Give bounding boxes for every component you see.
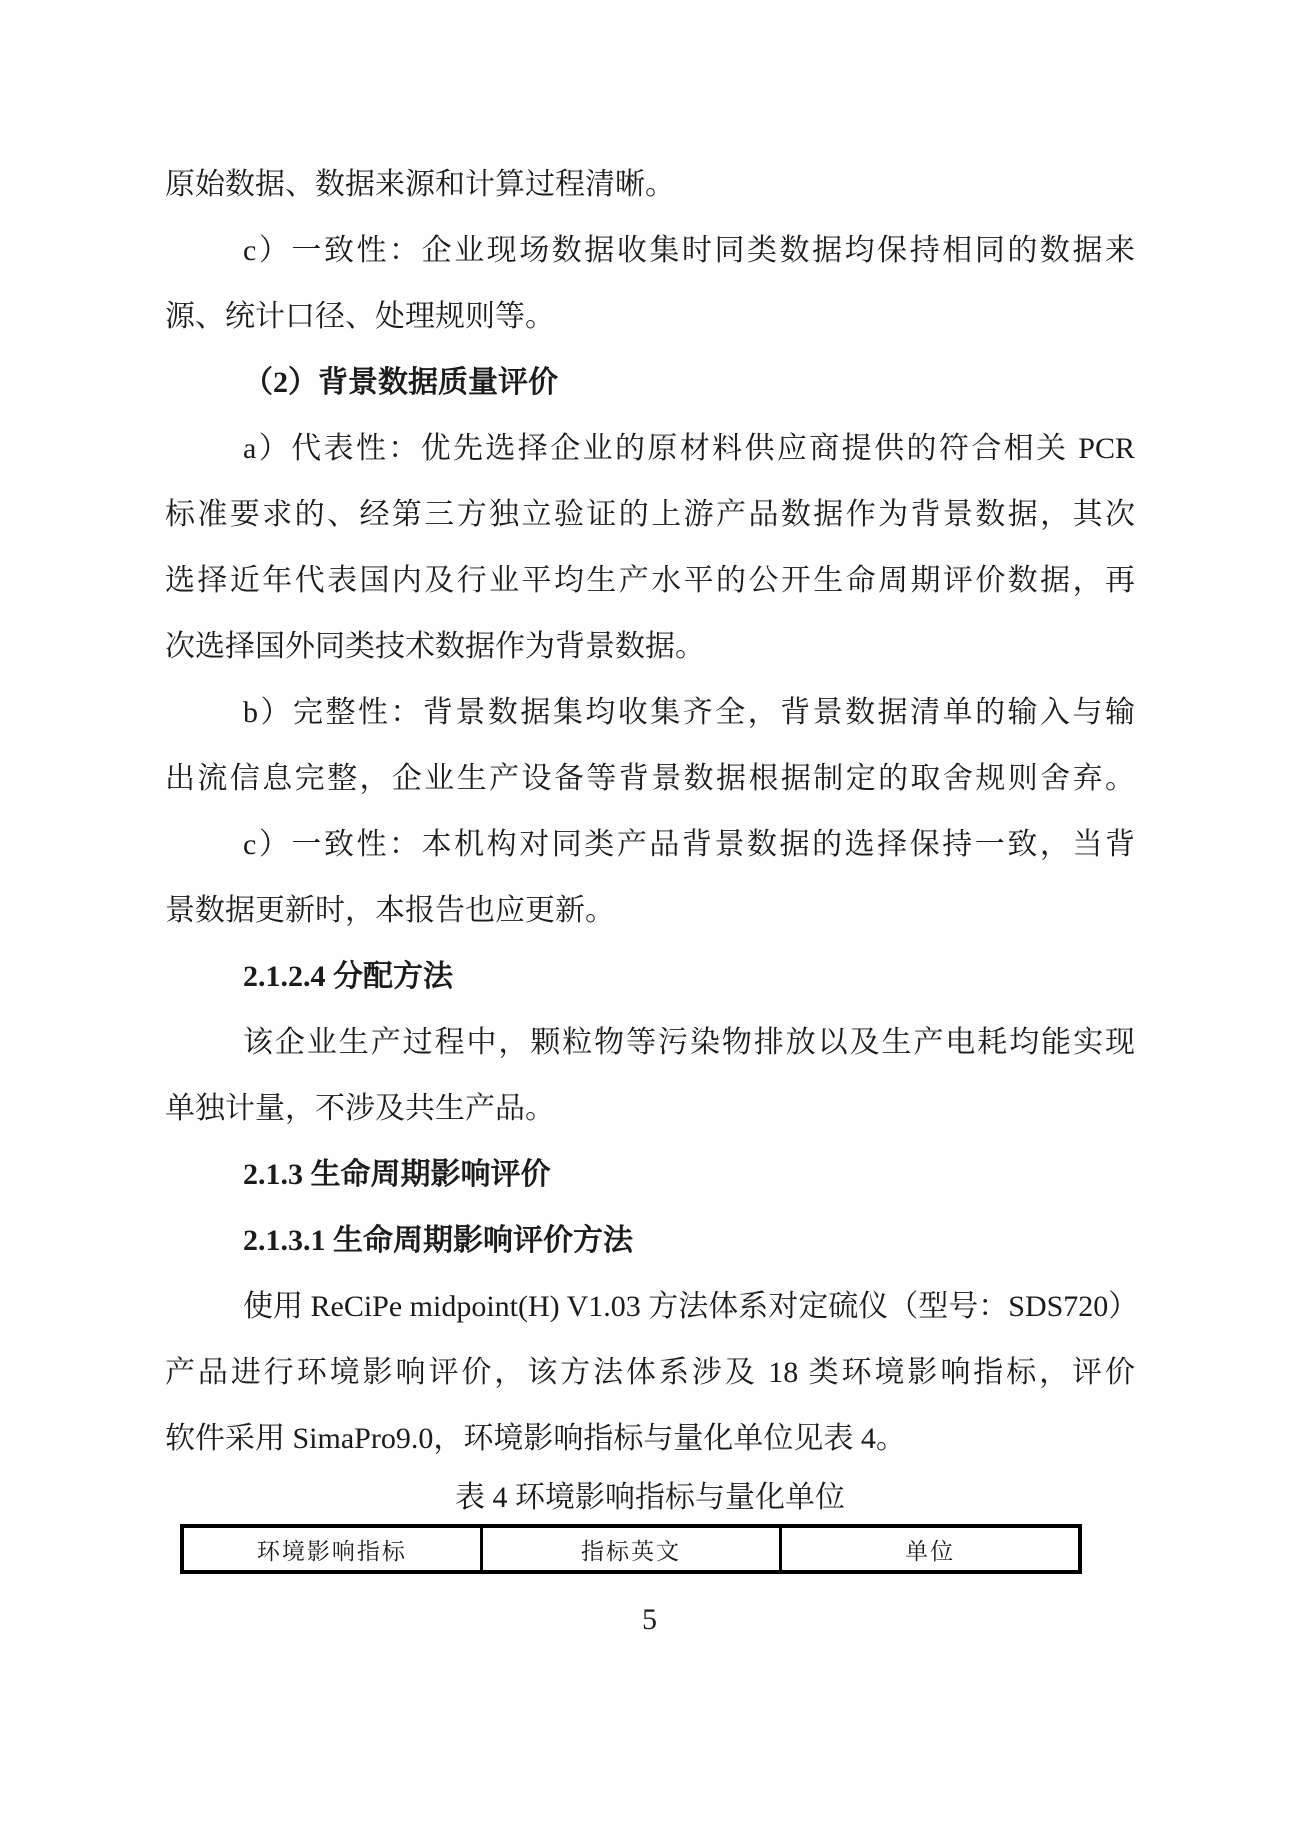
text-line: 原始数据、数据来源和计算过程清晰。 [165,168,675,201]
text-line: 景数据更新时，本报告也应更新。 [165,894,615,927]
section-heading: 2.1.2.4 分配方法 [243,960,453,993]
text-line: 出流信息完整，企业生产设备等背景数据根据制定的取舍规则舍弃。 [165,762,1135,795]
text-line: 选择近年代表国内及行业平均生产水平的公开生命周期评价数据，再 [165,564,1135,597]
table-header-cell: 单位 [781,1526,1080,1572]
text-line: a）代表性：优先选择企业的原材料供应商提供的符合相关 PCR [243,432,1135,465]
table-header-cell: 环境影响指标 [256,1538,407,1564]
table-header-cell: 指标英文 [481,1526,780,1572]
table-caption: 表 4 环境影响指标与量化单位 [455,1481,845,1514]
text-line: 软件采用 SimaPro9.0，环境影响指标与量化单位见表 4。 [165,1422,906,1455]
text-line: c）一致性：企业现场数据收集时同类数据均保持相同的数据来 [243,234,1135,267]
impact-indicators-table [180,1524,1082,1574]
page-number: 5 [642,1603,657,1636]
text-line: c）一致性：本机构对同类产品背景数据的选择保持一致，当背 [243,828,1135,861]
section-heading: 2.1.3 生命周期影响评价 [243,1158,551,1191]
document-body [165,152,1139,1472]
text-line: 单独计量，不涉及共生产品。 [165,1092,555,1125]
section-heading: 2.1.3.1 生命周期影响评价方法 [243,1224,633,1257]
text-line: b）完整性：背景数据集均收集齐全，背景数据清单的输入与输 [243,696,1135,729]
table-header-row [182,1526,1080,1572]
text-line: 次选择国外同类技术数据作为背景数据。 [165,630,705,663]
text-line: 使用 ReCiPe midpoint(H) V1.03 方法体系对定硫仪（型号：SDS720） [243,1290,1139,1323]
text-line: 该企业生产过程中，颗粒物等污染物排放以及生产电耗均能实现 [243,1026,1135,1059]
section-heading: （2）背景数据质量评价 [243,366,558,399]
text-line: 产品进行环境影响评价，该方法体系涉及 18 类环境影响指标，评价 [165,1356,1135,1389]
text-line: 标准要求的、经第三方独立验证的上游产品数据作为背景数据，其次 [165,498,1135,531]
text-line: 源、统计口径、处理规则等。 [165,300,555,333]
